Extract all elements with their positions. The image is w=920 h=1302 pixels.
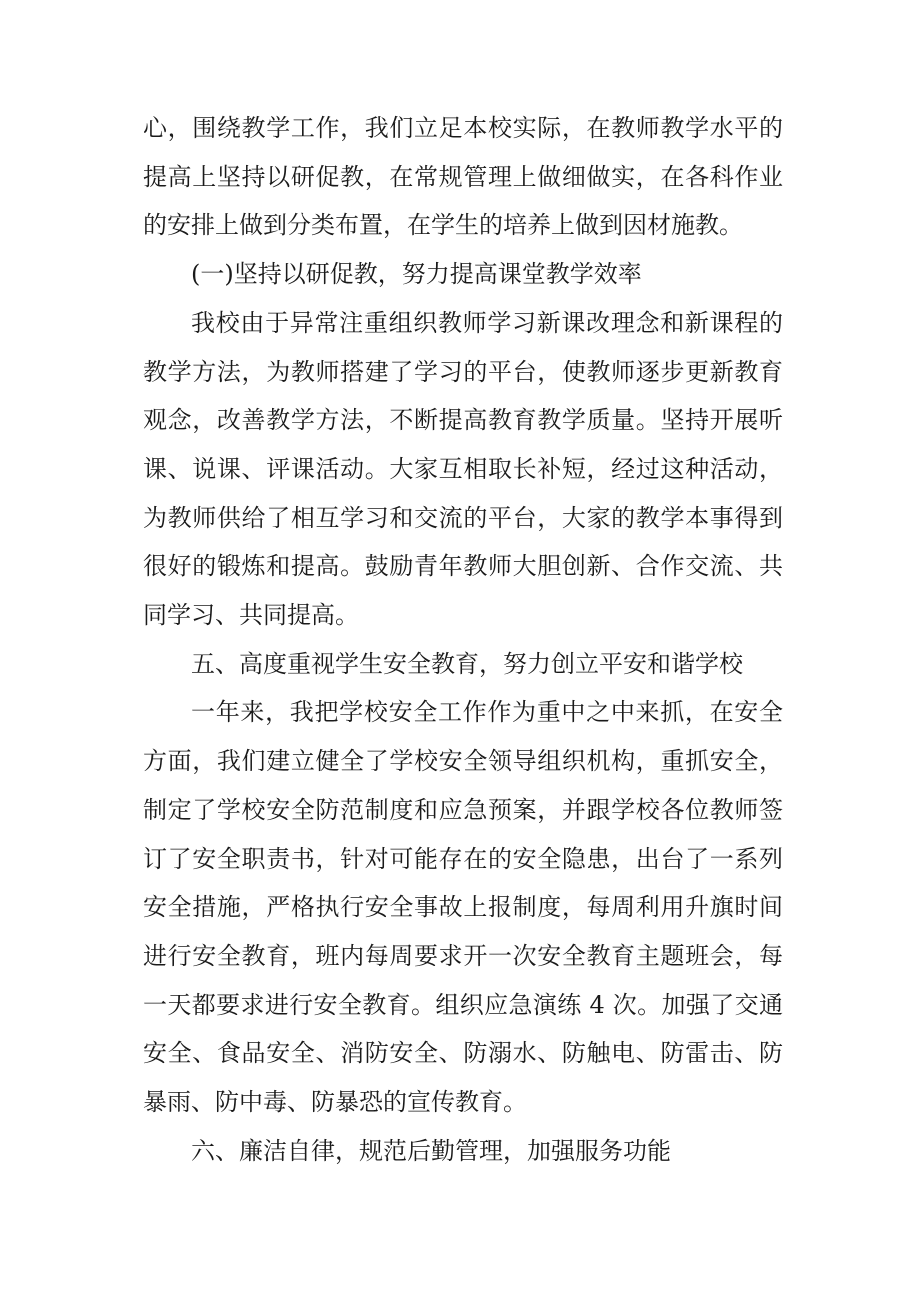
subheading-research-teaching: (一)坚持以研促教，努力提高课堂教学效率	[191, 260, 642, 289]
heading-logistics-management: 六、廉洁自律，规范后勤管理，加强服务功能	[191, 1136, 671, 1165]
paragraph-continuation: 心，围绕教学工作，我们立足本校实际，在教师教学水平的提高上坚持以研促教，在常规管理上做细做实，在各科作业的安排上做到分类布置，在学生的培养上做到因材施教。	[143, 114, 783, 240]
heading-safety-education: 五、高度重视学生安全教育，努力创立平安和谐学校	[191, 649, 743, 678]
document-body	[143, 104, 783, 1175]
paragraph-safety-work: 一年来，我把学校安全工作作为重中之中来抓，在安全方面，我们建立健全了学校安全领导组织机构，重抓安全，制定了学校安全防范制度和应急预案，并跟学校各位教师签订了安全职责书，针对可能存在的安全隐患，出台了一系列安全措施，严格执行安全事故上报制度，每周利用升旗时间进行安全教育，班内每周要求开一次安全教育主题班会，每一天都要求进行安全教育。组织应急演练 4 次。加强了交通安全、食品安全、消防安全、防溺水、防触电、防雷击、防暴雨、防中毒、防暴恐的宣传教育。	[143, 698, 783, 1117]
paragraph-teaching-research: 我校由于异常注重组织教师学习新课改理念和新课程的教学方法，为教师搭建了学习的平台，使教师逐步更新教育观念，改善教学方法，不断提高教育教学质量。坚持开展听课、说课、评课活动。大家互相取长补短，经过这种活动，为教师供给了相互学习和交流的平台，大家的教学本事得到很好的锻炼和提高。鼓励青年教师大胆创新、合作交流、共同学习、共同提高。	[143, 308, 783, 630]
